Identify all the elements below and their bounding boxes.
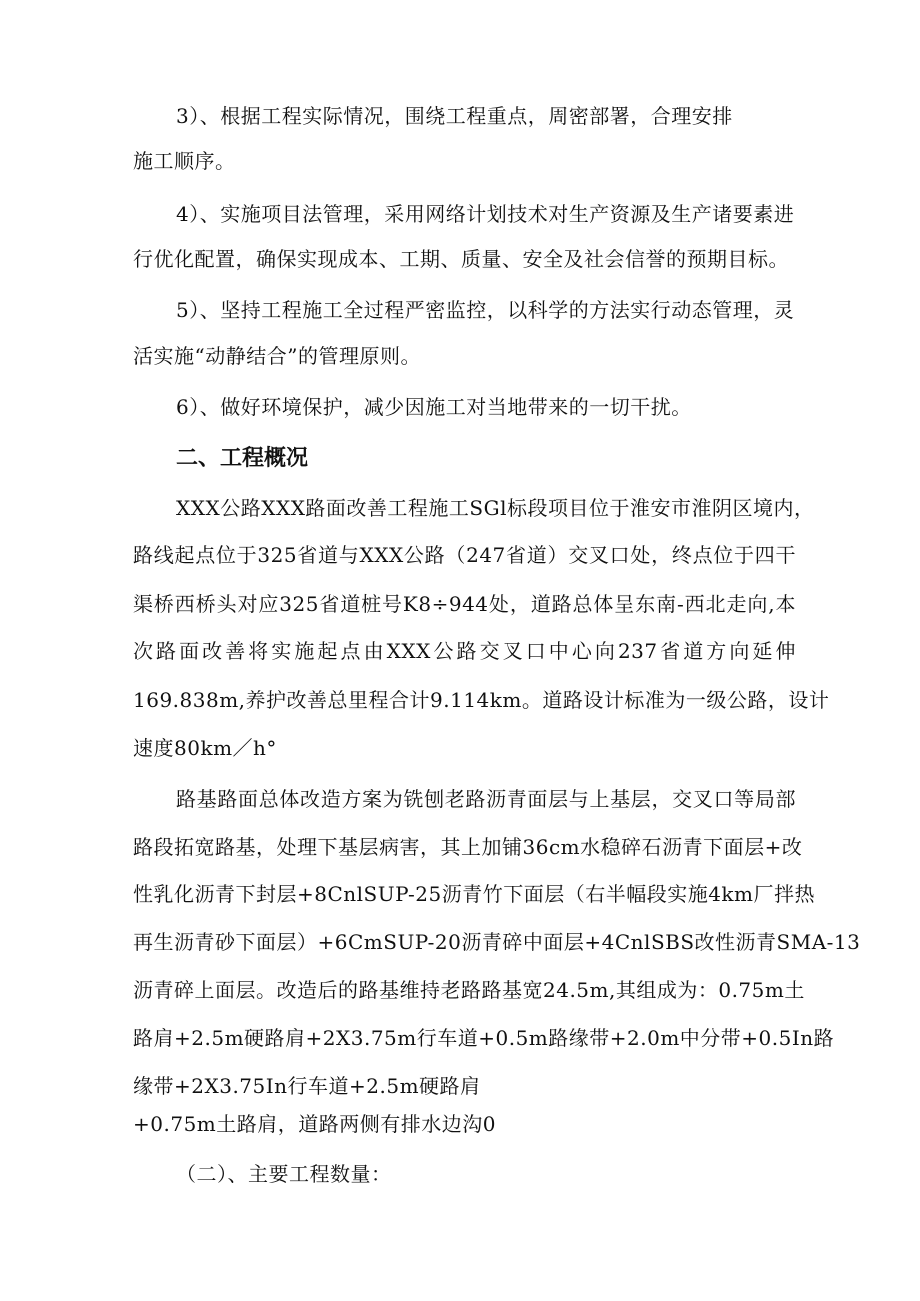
scheme-line-2: 路段拓宽路基，处理下基层病害，其上加铺36cm水稳碎石沥青下面层+改 (133, 835, 803, 859)
item-4-line-1: 4）、实施项目法管理，采用网络计划技术对生产资源及生产诸要素进 (176, 202, 795, 226)
item-5-line-2: 活实施“动静结合”的管理原则。 (133, 344, 421, 368)
scheme-line-7: 缘带+2X3.75In行车道+2.5m硬路肩 (133, 1074, 481, 1098)
subheading: （二）、主要工程数量： (176, 1162, 392, 1186)
overview-line-6: 速度80km／h° (133, 736, 277, 760)
item-5-line-1: 5）、坚持工程施工全过程严密监控，以科学的方法实行动态管理，灵 (176, 298, 795, 322)
scheme-line-8: +0.75m土路肩，道路两侧有排水边沟0 (133, 1112, 496, 1136)
overview-line-1: XXX公路XXX路面改善工程施工SGl标段项目位于淮安市淮阴区境内， (176, 496, 815, 520)
overview-line-4: 次路面改善将实施起点由XXX公路交叉口中心向237省道方向延伸 (133, 639, 796, 663)
item-6-line-1: 6）、做好环境保护，减少因施工对当地带来的一切干扰。 (176, 395, 692, 419)
overview-line-3: 渠桥西桥头对应325省道桩号K8÷944处，道路总体呈东南-西北走向,本 (133, 592, 796, 616)
item-3-line-2: 施工顺序。 (133, 149, 236, 173)
item-4-line-2: 行优化配置，确保实现成本、工期、质量、安全及社会信誉的预期目标。 (133, 247, 789, 271)
scheme-line-1: 路基路面总体改造方案为铣刨老路沥青面层与上基层，交叉口等局部 (176, 787, 796, 811)
overview-line-2: 路线起点位于325省道与XXX公路（247省道）交叉口处，终点位于四干 (133, 543, 796, 567)
scheme-line-6: 路肩+2.5m硬路肩+2X3.75m行车道+0.5m路缘带+2.0m中分带+0.5In路 (133, 1026, 835, 1050)
scheme-line-4: 再生沥青砂下面层）+6CmSUP-20沥青碎中面层+4CnlSBS改性沥青SMA-13 (133, 930, 861, 954)
overview-line-5: 169.838m,养护改善总里程合计9.114km。道路设计标准为一级公路，设计 (133, 688, 830, 712)
section-heading: 二、工程概况 (176, 446, 309, 471)
scheme-line-5: 沥青碎上面层。改造后的路基维持老路路基宽24.5m,其组成为：0.75m土 (133, 978, 805, 1002)
scheme-line-3: 性乳化沥青下封层+8CnlSUP-25沥青竹下面层（右半幅段实施4km厂拌热 (133, 882, 815, 906)
item-3-line-1: 3）、根据工程实际情况，围绕工程重点，周密部署，合理安排 (176, 104, 733, 128)
